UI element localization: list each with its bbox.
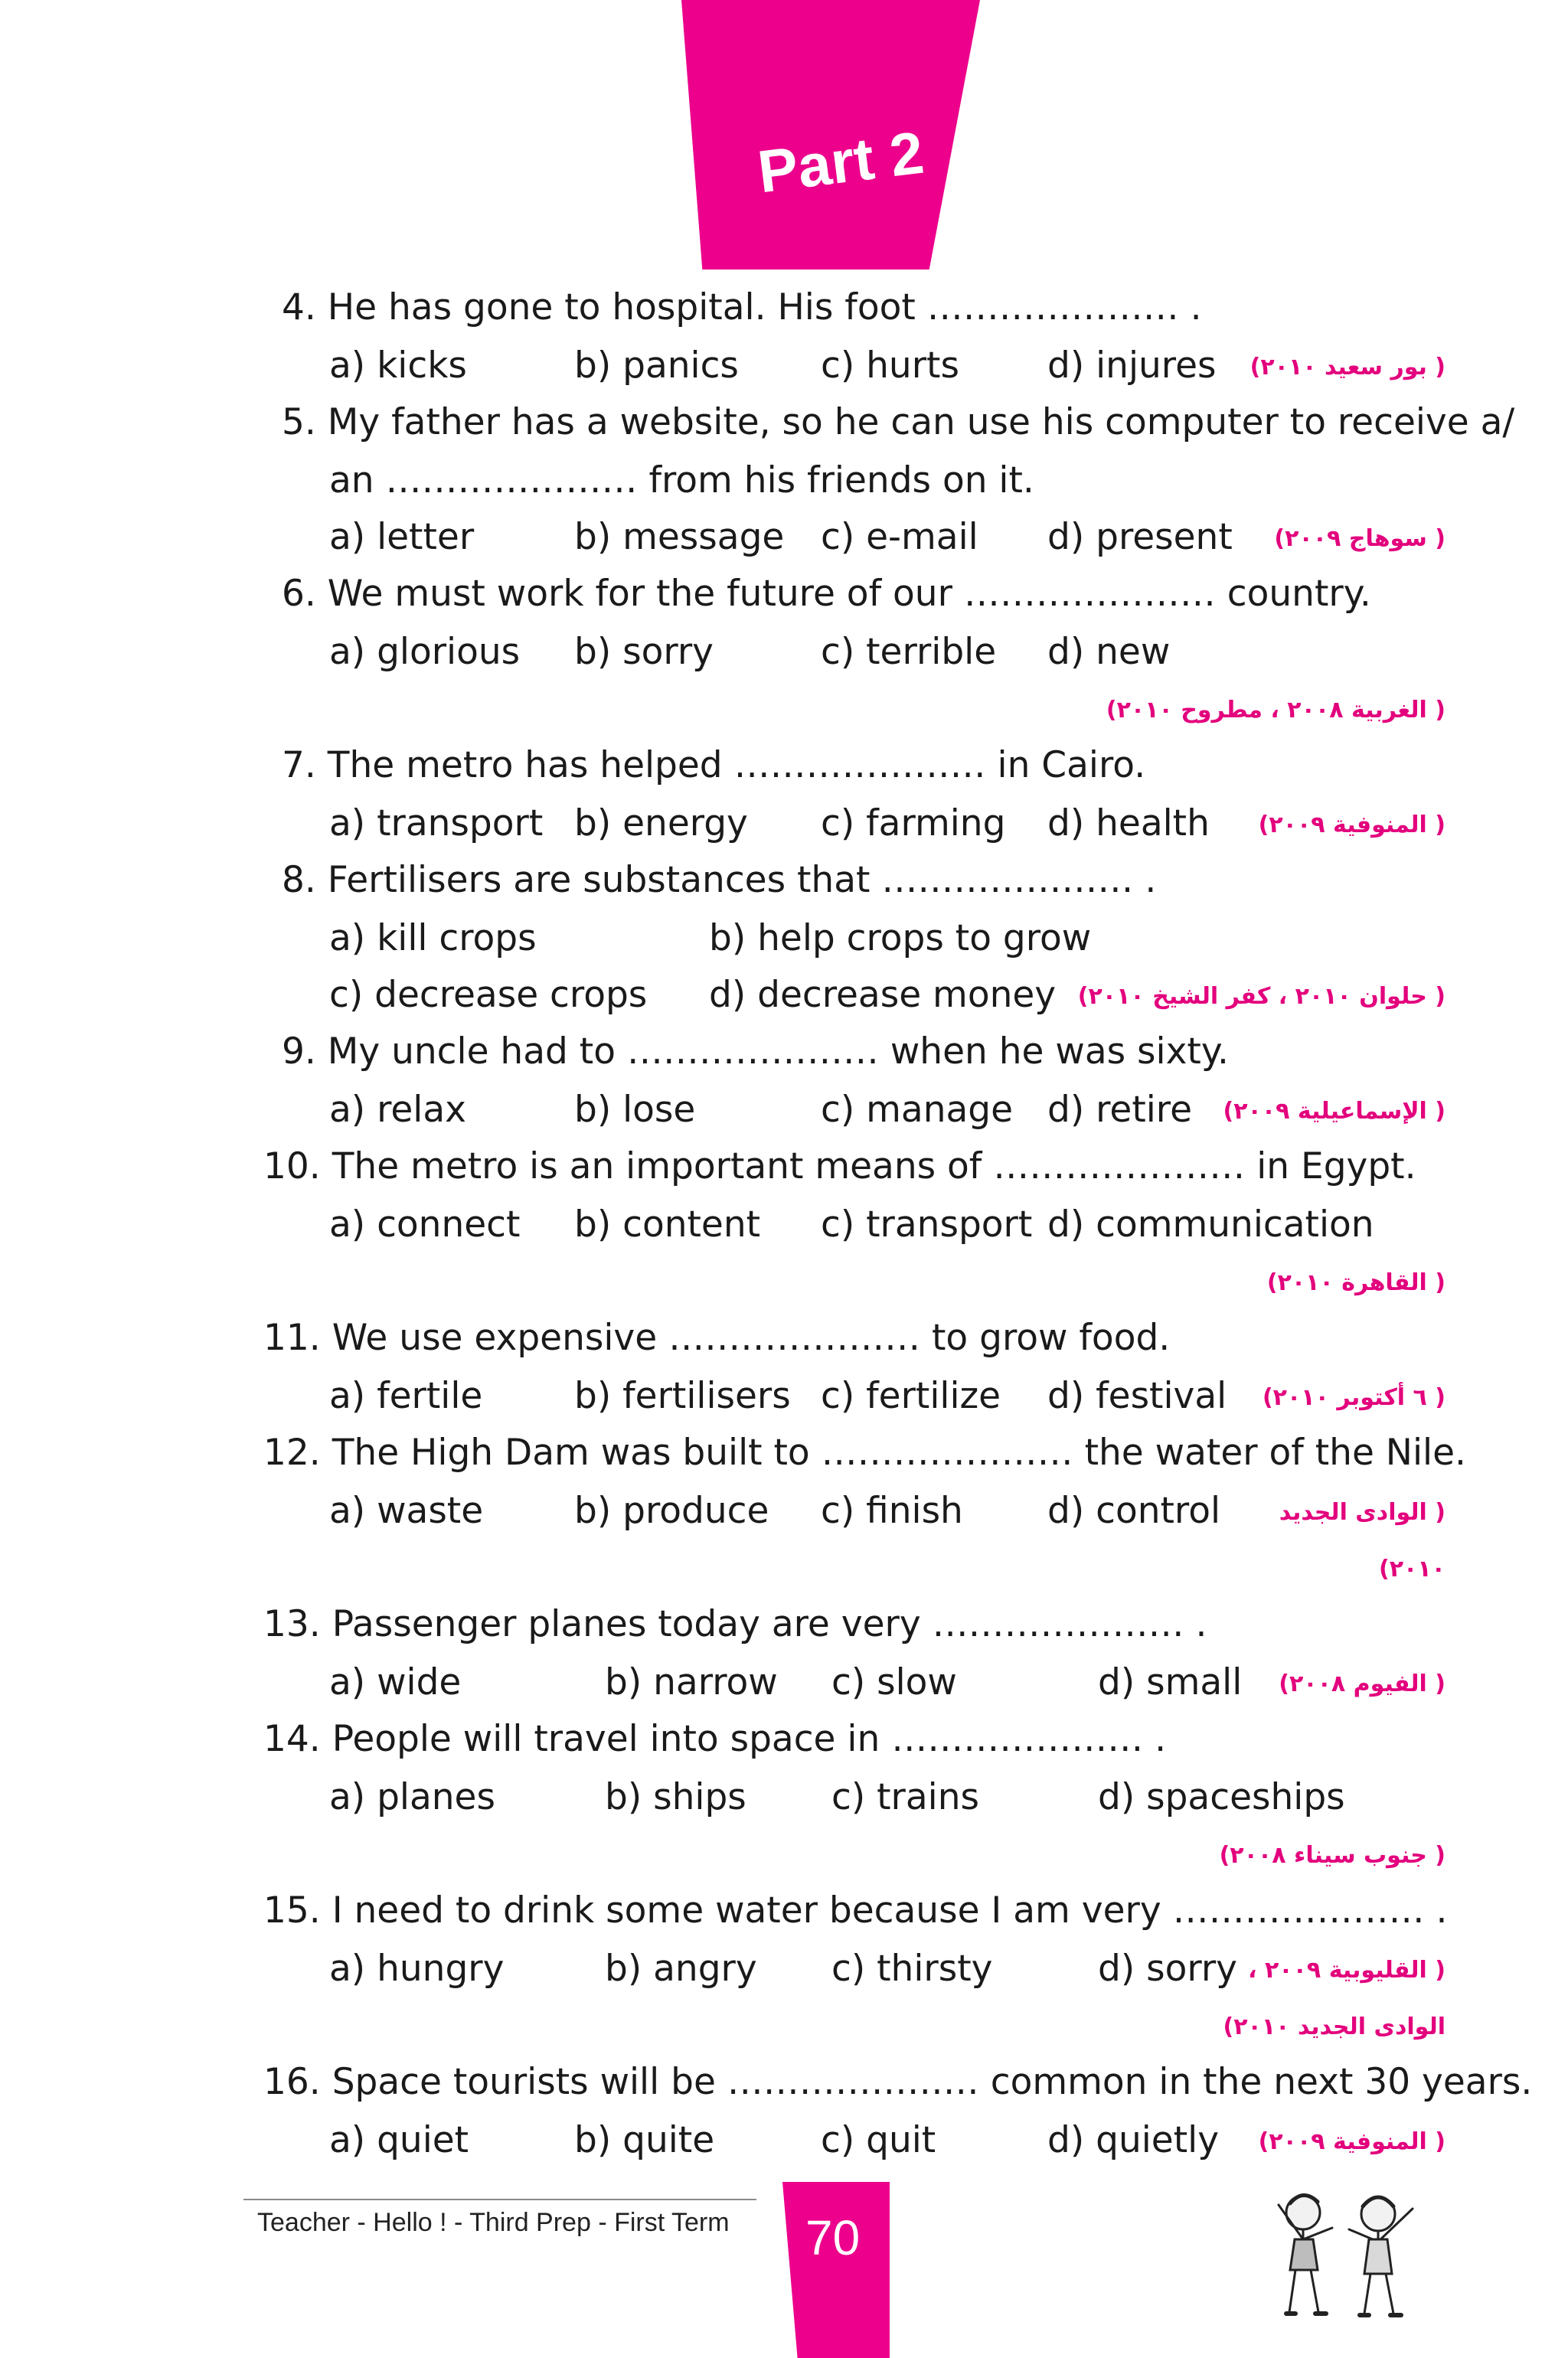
option-a: a) kicks: [329, 345, 467, 387]
option-a: a) fertile: [329, 1375, 483, 1417]
question-number: 5.: [282, 401, 316, 443]
question-number: 4.: [282, 286, 316, 328]
question-5: [282, 401, 1514, 444]
exam-source-continued: ٢٠١٠): [1379, 1556, 1446, 1582]
exam-source: ( المنوفية ٢٠٠٩): [1258, 812, 1446, 838]
part-title: Part 2: [754, 118, 928, 206]
question-number: 8.: [282, 859, 316, 901]
option-d: d) communication: [1047, 1203, 1374, 1246]
question-number: 9.: [282, 1030, 316, 1073]
question-number: 11.: [263, 1317, 321, 1359]
option-a: a) waste: [329, 1490, 484, 1532]
book-title: Teacher - Hello ! - Third Prep - First Term: [257, 2208, 730, 2237]
question-number: 14.: [263, 1718, 321, 1760]
option-a: a) transport: [329, 802, 544, 844]
question-11: [263, 1317, 1170, 1360]
option-a: a) glorious: [329, 631, 521, 673]
option-a: a) letter: [329, 516, 475, 558]
option-d: d) injures: [1047, 345, 1217, 387]
option-d: d) health: [1047, 802, 1210, 844]
exam-source: ( حلوان ٢٠١٠ ، كفر الشيخ ٢٠١٠): [1077, 983, 1446, 1010]
question-10: [263, 1145, 1416, 1188]
option-d: d) festival: [1047, 1375, 1227, 1417]
option-d: d) control: [1047, 1490, 1221, 1532]
option-d: d) quietly: [1047, 2119, 1220, 2161]
option-b: b) message: [574, 516, 785, 558]
option-c: c) finish: [821, 1490, 963, 1532]
exam-source: ( الفيوم ٢٠٠٨): [1279, 1671, 1446, 1697]
option-b: b) sorry: [574, 631, 714, 673]
exam-source: ( سوهاج ٢٠٠٩): [1274, 525, 1446, 552]
option-a: a) kill crops: [329, 917, 537, 959]
question-7: [282, 744, 1145, 787]
option-d: d) present: [1047, 516, 1233, 558]
exam-source: ( المنوفية ٢٠٠٩): [1258, 2128, 1446, 2155]
option-c: c) manage: [821, 1089, 1014, 1131]
exam-source: ( القاهرة ٢٠١٠): [1266, 1269, 1446, 1296]
option-c: c) thirsty: [831, 1948, 993, 1990]
question-4: [282, 286, 1202, 329]
option-d: d) retire: [1047, 1089, 1193, 1131]
option-b: b) lose: [574, 1089, 696, 1131]
option-a: a) planes: [329, 1776, 495, 1818]
question-number: 10.: [263, 1145, 321, 1187]
option-d: d) spaceships: [1098, 1776, 1345, 1818]
question-14: [263, 1718, 1166, 1761]
question-stem: My father has a website, so he can use his computer to receive a/: [327, 401, 1515, 443]
question-6: [282, 573, 1371, 616]
option-b: b) fertilisers: [574, 1375, 791, 1417]
exam-source: ( الوادى الجديد: [1279, 1499, 1446, 1526]
option-c: c) farming: [821, 802, 1006, 844]
question-number: 7.: [282, 744, 316, 786]
exam-source: ( بور سعيد ٢٠١٠): [1250, 354, 1446, 380]
option-a: a) wide: [329, 1661, 462, 1703]
question-15: [263, 1889, 1447, 1932]
question-stem: The metro has helped ………………… in Cairo.: [327, 744, 1146, 786]
option-c: c) hurts: [821, 345, 959, 387]
exam-source: ( جنوب سيناء ٢٠٠٨): [1219, 1842, 1446, 1869]
question-number: 13.: [263, 1603, 321, 1645]
question-number: 6.: [282, 573, 316, 615]
option-c: c) decrease crops: [329, 974, 648, 1016]
question-12: [263, 1432, 1466, 1475]
exam-source: ( القليوبية ٢٠٠٩ ،: [1248, 1957, 1446, 1984]
option-d: d) sorry: [1098, 1948, 1237, 1990]
option-b: b) content: [574, 1203, 761, 1246]
option-b: b) produce: [574, 1490, 769, 1532]
option-c: c) terrible: [821, 631, 997, 673]
option-d: d) small: [1098, 1661, 1243, 1703]
option-b: b) energy: [574, 802, 748, 844]
option-d: d) decrease money: [709, 974, 1057, 1016]
option-c: c) fertilize: [821, 1375, 1001, 1417]
kids-illustration-icon: [1256, 2167, 1432, 2327]
option-b: b) narrow: [605, 1661, 778, 1703]
exam-source: ( الإسماعيلية ٢٠٠٩): [1223, 1098, 1446, 1125]
option-a: a) hungry: [329, 1948, 505, 1990]
question-number: 12.: [263, 1432, 321, 1474]
question-16: [263, 2061, 1532, 2104]
exam-source-continued: الوادى الجديد ٢٠١٠): [1223, 2013, 1446, 2040]
question-stem: My uncle had to ………………… when he was sixty.: [327, 1030, 1229, 1073]
question-stem: The High Dam was built to ………………… the water of the Nile.: [332, 1432, 1466, 1474]
option-b: b) quite: [574, 2119, 715, 2161]
question-number: 16.: [263, 2061, 321, 2103]
option-b: b) panics: [574, 345, 739, 387]
page-tab: [782, 2182, 890, 2358]
option-d: d) new: [1047, 631, 1171, 673]
question-stem: Space tourists will be ………………… common in the next 30 years.: [332, 2061, 1533, 2103]
question-stem: We use expensive ………………… to grow food.: [332, 1317, 1171, 1359]
footer-divider: [243, 2199, 756, 2200]
question-stem: We must work for the future of our ………………… country.: [327, 573, 1371, 615]
option-b: b) angry: [605, 1948, 757, 1990]
option-c: c) trains: [831, 1776, 980, 1818]
question-stem: The metro is an important means of ………………… in Egypt.: [332, 1145, 1416, 1187]
option-a: a) relax: [329, 1089, 466, 1131]
question-9: [282, 1030, 1229, 1073]
option-a: a) connect: [329, 1203, 521, 1246]
option-c: c) quit: [821, 2119, 936, 2161]
exam-source: ( الغربية ٢٠٠٨ ، مطروح ٢٠١٠): [1106, 697, 1446, 723]
question-13: [263, 1603, 1207, 1646]
question-stem-continued: an ………………… from his friends on it.: [329, 459, 1034, 501]
question-stem: I need to drink some water because I am very ………………… .: [332, 1889, 1448, 1932]
question-stem: People will travel into space in ………………… .: [332, 1718, 1167, 1760]
question-stem: He has gone to hospital. His foot ………………… .: [327, 286, 1202, 328]
option-b: b) help crops to grow: [709, 917, 1092, 959]
option-a: a) quiet: [329, 2119, 469, 2161]
question-stem: Fertilisers are substances that ………………… .: [327, 859, 1157, 901]
option-c: c) e-mail: [821, 516, 978, 558]
question-stem: Passenger planes today are very ………………… .: [332, 1603, 1207, 1645]
page-number: 70: [805, 2210, 861, 2265]
question-number: 15.: [263, 1889, 321, 1932]
exam-source: ( ٦ أكتوبر ٢٠١٠): [1262, 1384, 1446, 1411]
option-c: c) transport: [821, 1203, 1033, 1246]
question-8: [282, 859, 1156, 902]
option-b: b) ships: [605, 1776, 746, 1818]
option-c: c) slow: [831, 1661, 957, 1703]
